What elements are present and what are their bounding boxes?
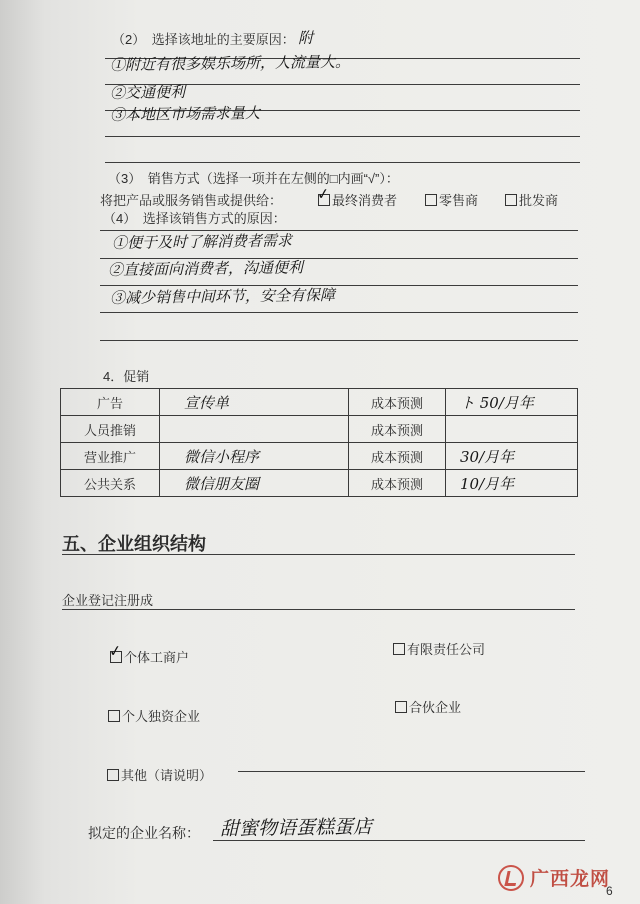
checkbox: [108, 710, 120, 722]
section-2-heading: （2） 选择该地址的主要原因：: [112, 32, 295, 47]
answer-line: [100, 340, 578, 341]
watermark-text: 广西龙网: [530, 869, 611, 890]
check-mark-icon: ✓: [315, 184, 331, 204]
company-name-value: 甜蜜物语蛋糕蛋店: [219, 815, 373, 840]
check-mark-icon: ✓: [107, 641, 123, 661]
section-4-heading: （4） 选择该销售方式的原因：: [103, 211, 286, 226]
table-row: [61, 389, 578, 416]
org-option-limited-company: [393, 642, 485, 658]
watermark: [498, 864, 610, 891]
checkbox: [107, 641, 123, 663]
location-reason-3: ③本地区市场需求量大: [109, 103, 261, 124]
option-label: 有限责任公司: [407, 642, 486, 657]
registration-label: 企业登记注册成: [62, 593, 154, 608]
checkbox: [107, 769, 119, 781]
cost-label: 成本预测: [349, 470, 446, 497]
promo-category: 广告: [61, 389, 160, 416]
option-label: 个人独资企业: [122, 709, 201, 724]
table-row: [61, 470, 578, 497]
section-3-heading: （3） 销售方式（选择一项并在左侧的□内画“√”）：: [108, 171, 399, 186]
sales-reason-1: ①便于及时了解消费者需求: [111, 231, 293, 252]
answer-line: [100, 312, 578, 313]
promo-method: 宣传单: [160, 389, 349, 416]
promo-category: 营业推广: [61, 443, 160, 470]
checkbox: [425, 194, 437, 206]
location-reason-1: ①附近有很多娱乐场所，人流量大。: [109, 52, 351, 74]
option-label: 零售商: [439, 193, 479, 208]
answer-line: [105, 162, 580, 163]
company-name-label: 拟定的企业名称：: [88, 825, 200, 841]
sales-reason-3: ③减少销售中间环节，安全有保障: [109, 285, 336, 307]
answer-line: [213, 840, 585, 841]
answer-line: [105, 136, 580, 137]
promotion-table: [60, 388, 578, 497]
watermark-logo-icon: [498, 865, 524, 891]
promotion-heading: 4．促销: [103, 369, 150, 384]
option-label: 合伙企业: [409, 700, 462, 715]
answer-line: [100, 285, 578, 286]
table-row: [61, 416, 578, 443]
section-2-handwritten-note: 附: [297, 28, 314, 47]
option-label: 最终消费者: [332, 193, 398, 208]
sales-target-prompt: 将把产品或服务销售或提供给：: [100, 193, 283, 208]
sales-option-end-consumer: [315, 184, 398, 209]
cost-label: 成本预测: [349, 443, 446, 470]
checkbox: [393, 643, 405, 655]
location-reason-2: ②交通便利: [109, 82, 186, 102]
table-row: [61, 443, 578, 470]
org-option-sole-proprietorship: [108, 709, 200, 725]
cost-label: 成本预测: [349, 389, 446, 416]
checkbox: [395, 701, 407, 713]
cost-value: ト 50/月年: [446, 389, 578, 416]
option-label: 个体工商户: [124, 650, 190, 665]
organization-heading: 五、企业组织结构: [62, 534, 206, 554]
option-label: 其他（请说明）: [121, 768, 213, 783]
org-option-partnership: [395, 700, 461, 716]
answer-line: [100, 230, 578, 231]
cost-label: 成本预测: [349, 416, 446, 443]
promo-category: 人员推销: [61, 416, 160, 443]
org-option-individual-business: [107, 641, 190, 666]
cost-value: 30/月年: [446, 443, 578, 470]
heading-underline: [62, 554, 575, 555]
checkbox: [315, 184, 331, 206]
checkbox: [505, 194, 517, 206]
sales-reason-2: ②直接面向消费者，沟通便利: [107, 258, 304, 279]
sales-option-wholesaler: [505, 193, 558, 209]
answer-line: [62, 609, 575, 610]
promo-method: 微信小程序: [160, 443, 349, 470]
cost-value: [446, 416, 578, 443]
option-label: 批发商: [519, 193, 559, 208]
promo-method: 微信朋友圈: [160, 470, 349, 497]
org-option-other: [107, 768, 212, 784]
promo-category: 公共关系: [61, 470, 160, 497]
promo-method: [160, 416, 349, 443]
answer-line: [238, 771, 585, 772]
page-number: 6: [606, 884, 613, 898]
cost-value: 10/月年: [446, 470, 578, 497]
answer-line: [100, 258, 578, 259]
sales-option-retailer: [425, 193, 478, 209]
